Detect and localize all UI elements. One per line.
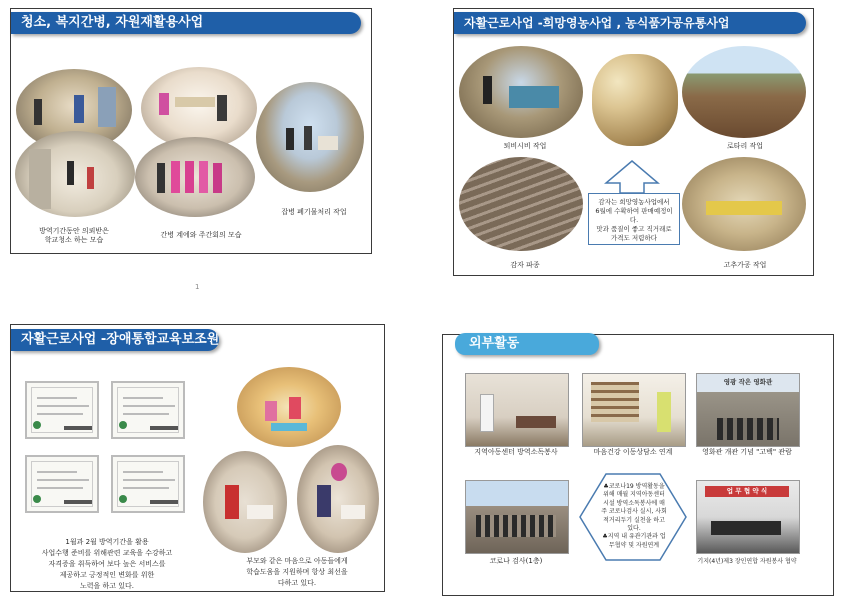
photo-counseling bbox=[582, 373, 686, 447]
page-number: 1 bbox=[195, 283, 200, 291]
caption-school-cleaning: 방역기간동안 의뢰받은 학교청소 하는 모습 bbox=[39, 227, 109, 244]
caption-counseling: 마음건강 이동상담소 연계 bbox=[593, 448, 673, 456]
caption-covid-test: 코로나 검사(1층) bbox=[489, 557, 543, 565]
photo-manure bbox=[459, 46, 583, 138]
cinema-sign: 영광 작은 영화관 bbox=[723, 378, 773, 386]
caption-education-training: 1월과 2월 방역기간을 활용 사업수행 준비를 위해관련 교육을 수강하고 자격증을 취득하여 보다 높은 서비스를 제공하고 긍정적인 변화를 위한 노력을 하고 있다. bbox=[41, 538, 173, 590]
potato-note: 감자는 희망영농사업에서 6월에 수확하여 판매예정이다. 맛과 품질이 좋고 직거래로 가격도 저렴하다 bbox=[588, 193, 680, 245]
photo-waste-disposal bbox=[256, 82, 364, 192]
photo-potato-planting bbox=[459, 157, 583, 251]
photo-mou-signing bbox=[696, 480, 800, 554]
photo-classroom-children bbox=[237, 367, 341, 447]
photo-school-corridor bbox=[15, 131, 135, 217]
caption-rotary: 로타리 작업 bbox=[726, 142, 764, 150]
caption-mou: 기지(4년)제3 장인연합 자원봉사 협약 bbox=[697, 558, 797, 565]
photo-disinfection bbox=[465, 373, 569, 447]
slide-title: 자활근로사업 -장애통합교육보조원 bbox=[11, 329, 219, 351]
photo-tutoring-right bbox=[297, 445, 379, 553]
caption-waste: 잡병 폐기물처리 작업 bbox=[281, 208, 347, 216]
slide-title: 자활근로사업 -희망영농사업 , 농식품가공유통사업 bbox=[454, 12, 806, 34]
photo-care-group bbox=[135, 137, 255, 217]
arrow-up-icon bbox=[604, 159, 660, 195]
certificate-4 bbox=[111, 455, 185, 513]
slide-farming bbox=[453, 8, 814, 276]
mou-banner: 업 무 협 약 식 bbox=[705, 486, 789, 497]
photo-tutoring-left bbox=[203, 451, 287, 553]
certificate-1 bbox=[25, 381, 99, 439]
slide-title: 외부활동 bbox=[455, 333, 599, 355]
caption-care-meeting: 간병 계에와 주간회의 모습 bbox=[160, 231, 242, 239]
photo-potatoes bbox=[592, 54, 678, 146]
photo-covid-test bbox=[465, 480, 569, 554]
caption-pepper: 고추가공 작업 bbox=[723, 261, 767, 269]
caption-manure: 퇴비시비 작업 bbox=[503, 142, 547, 150]
slide-external-activities bbox=[442, 334, 834, 596]
certificate-3 bbox=[25, 455, 99, 513]
certificate-2 bbox=[111, 381, 185, 439]
photo-pepper-processing bbox=[682, 157, 806, 251]
caption-cinema: 영화관 개관 기념 "고백" 관람 bbox=[702, 448, 792, 456]
hexagon-note: ♣코로나19 방역활동을 위해 매월 지역아동센터 시설 방역소독봉사에 매 주 코로나검사 실시, 사회 적거리두기 실천을 하고 있다. ♣지역 내 유관기관과 업 무협약 및 자원연계 bbox=[601, 483, 667, 549]
photo-cinema-opening bbox=[696, 373, 800, 447]
photo-rotary bbox=[682, 46, 806, 138]
slide-title: 청소, 복지간병, 자원재활용사업 bbox=[11, 12, 361, 34]
caption-tutoring: 부모와 같은 마음으로 아동들에게 학습도움을 지원하며 항상 최선을 다하고 있다. bbox=[246, 557, 348, 587]
caption-potato-planting: 감자 파종 bbox=[510, 261, 540, 269]
caption-disinfection: 지역아동센터 방역소독봉사 bbox=[474, 448, 558, 456]
slide-cleaning bbox=[10, 8, 372, 254]
slide-inclusive-education bbox=[10, 324, 385, 592]
